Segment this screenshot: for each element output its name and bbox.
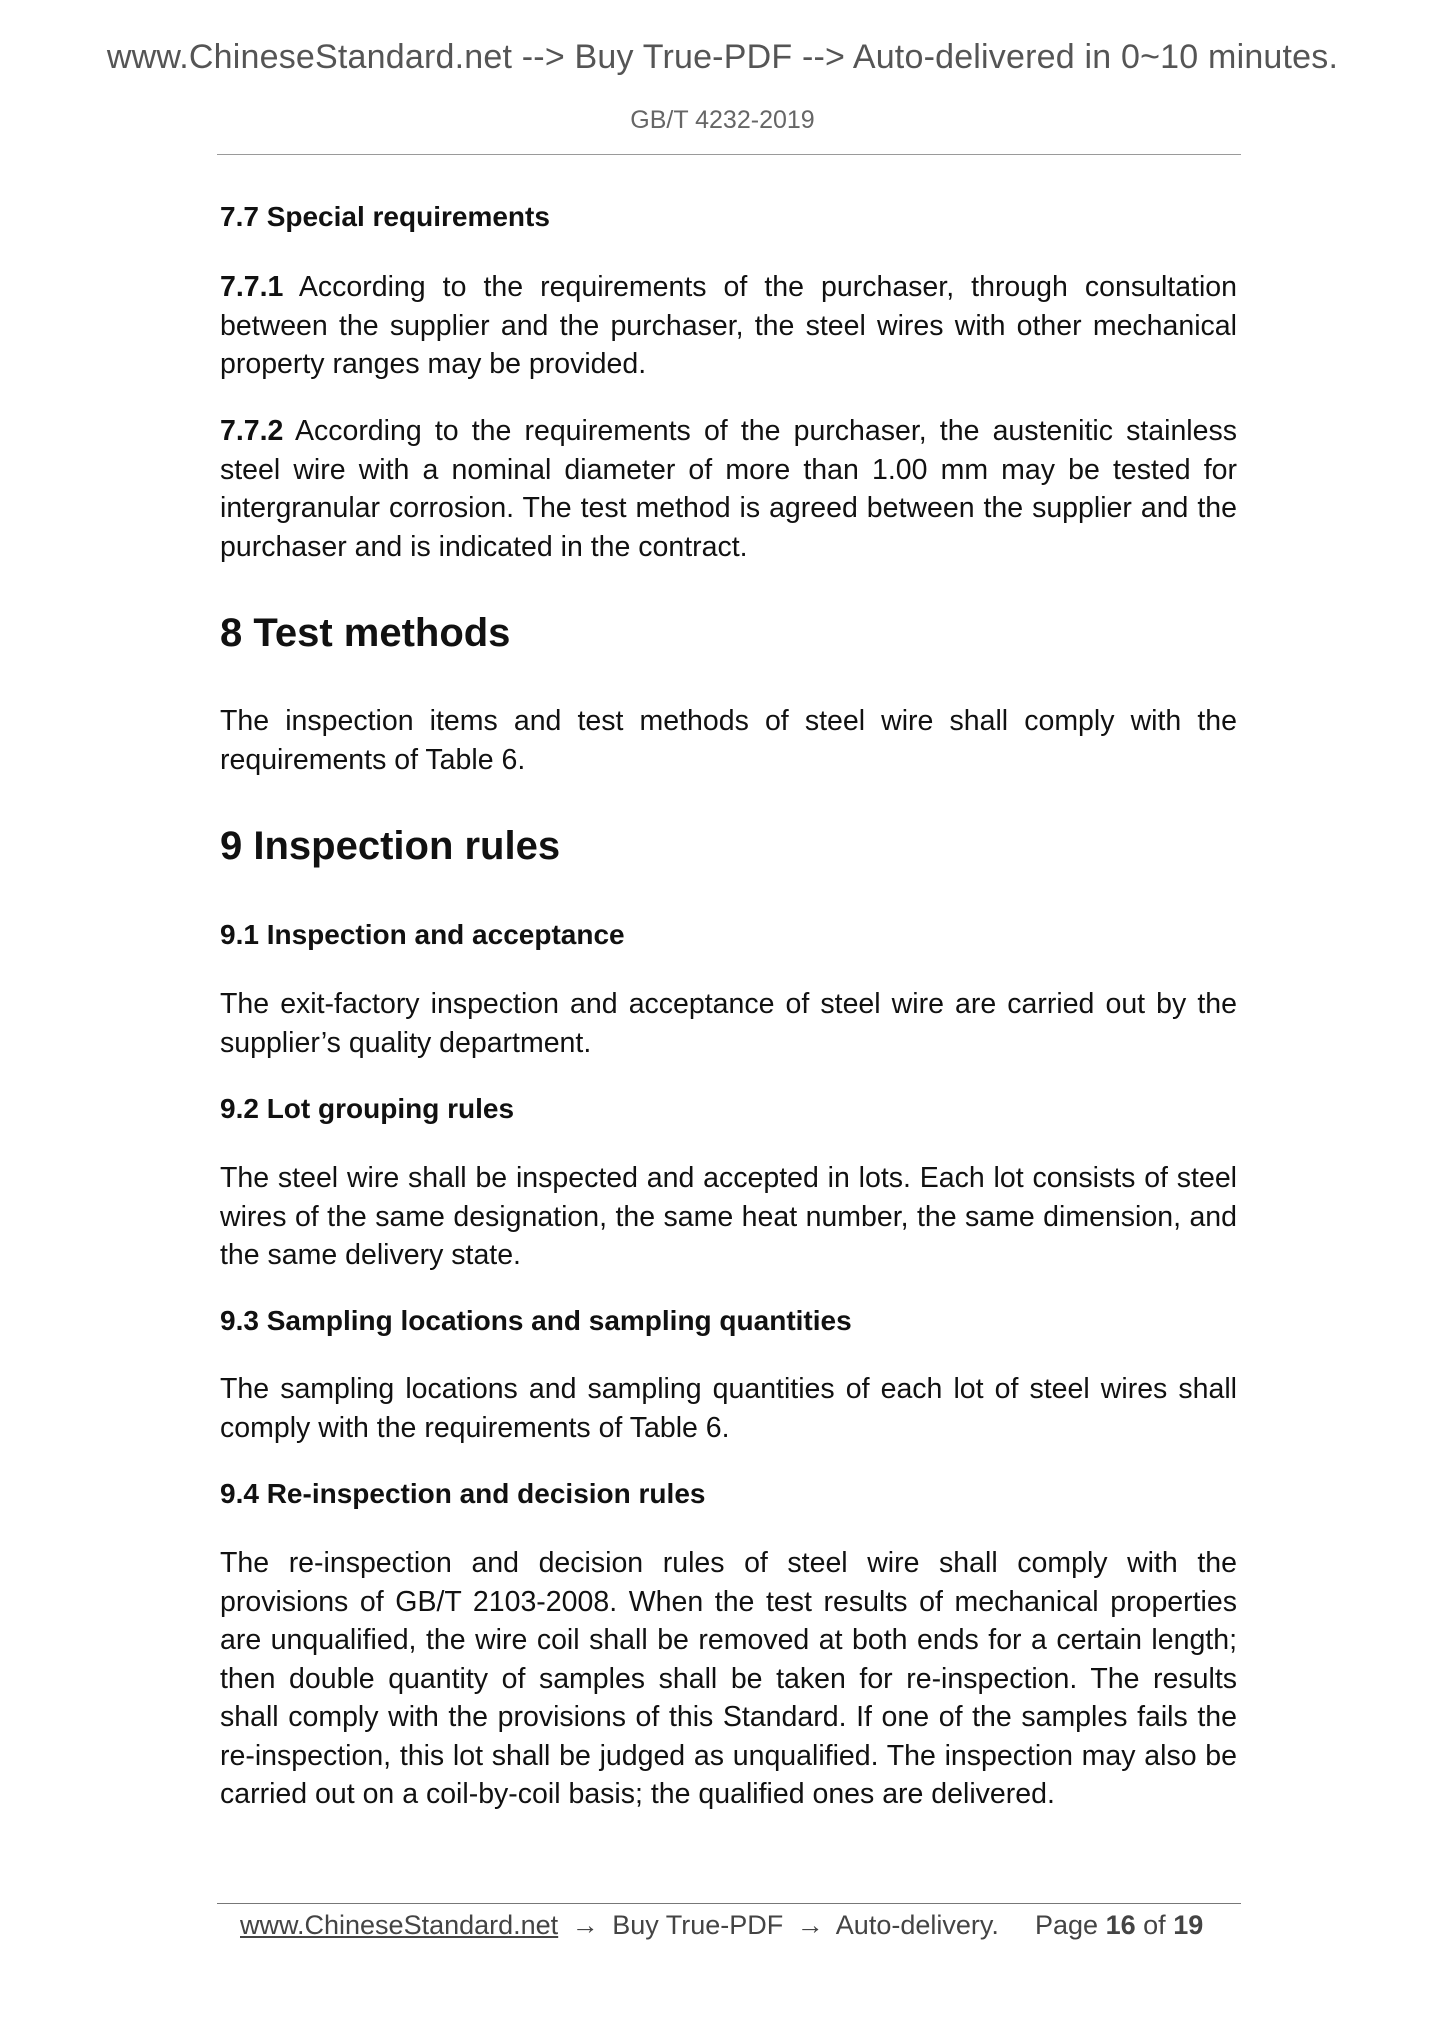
page-of-label: of [1143, 1910, 1166, 1940]
section-8-paragraph [220, 702, 1237, 779]
footer-delivery-text: Auto-delivery. [835, 1910, 999, 1940]
section-7-7-heading [220, 198, 1237, 236]
clause-number: 7.7.1 [220, 271, 284, 303]
footer-buy-text: Buy True-PDF [612, 1910, 784, 1940]
clause-number: 7.7.2 [220, 415, 284, 447]
page-footer [240, 1905, 1230, 1945]
section-9-2-paragraph [220, 1159, 1237, 1275]
section-9-3-text: The sampling locations and sampling quantities of each lot of steel wires shall comply with the requirements of Table 6. [220, 1373, 1237, 1444]
heading-9-4: 9.4 Re-inspection and decision rules [220, 1478, 706, 1509]
clause-body: According to the requirements of the purchaser, through consultation between the supplier and the purchaser, the steel wires with other mechanical property ranges may be provided. [220, 271, 1237, 380]
heading-8: 8 Test methods [220, 611, 511, 655]
section-9-1-text: The exit-factory inspection and acceptance of steel wire are carried out by the supplier’s quality department. [220, 988, 1237, 1059]
site-banner: www.ChineseStandard.net --> Buy True-PDF --> Auto-delivered in 0~10 minutes. [106, 38, 1339, 76]
page-current: 16 [1105, 1910, 1136, 1940]
clause-7-7-2 [220, 412, 1237, 566]
section-9-3-heading [220, 1302, 1237, 1340]
section-9-2-heading [220, 1090, 1237, 1128]
footer-site-link[interactable]: www.ChineseStandard.net [240, 1910, 559, 1940]
heading-9-1: 9.1 Inspection and acceptance [220, 919, 625, 950]
clause-7-7-1 [220, 268, 1237, 384]
section-9-heading [220, 822, 1237, 870]
footer-divider [217, 1903, 1241, 1904]
arrow-right-icon: → [796, 1910, 824, 1940]
section-9-4-paragraph [220, 1544, 1237, 1814]
document-code: GB/T 4232-2019 [630, 106, 815, 134]
section-9-4-text: The re-inspection and decision rules of steel wire shall comply with the provisions of GB/T 2103-2008. When the test results of mechanical properties are unqualified, the wire coil shall be removed at both ends for a certain length; then double quantity of samples shall be taken for re-inspection. The results shall comply with the provisions of this Standard. If one of the samples fails the re-inspection, this lot shall be judged as unqualified. The inspection may also be carried out on a coil-by-coil basis; the qualified ones are delivered. [220, 1547, 1237, 1810]
section-9-1-heading [220, 916, 1237, 954]
heading-9-3: 9.3 Sampling locations and sampling quantities [220, 1305, 852, 1336]
page-label: Page [1035, 1910, 1099, 1940]
heading-7-7: 7.7 Special requirements [220, 201, 550, 232]
heading-9-2: 9.2 Lot grouping rules [220, 1093, 515, 1124]
page-total: 19 [1173, 1910, 1204, 1940]
clause-7-7-2-text [220, 412, 1237, 566]
clause-7-7-1-text [220, 268, 1237, 384]
header-divider [217, 154, 1241, 155]
section-9-2-text: The steel wire shall be inspected and accepted in lots. Each lot consists of steel wires of the same designation, the same heat number, the same dimension, and the same delivery state. [220, 1162, 1237, 1271]
heading-9: 9 Inspection rules [220, 824, 561, 868]
section-8-text: The inspection items and test methods of steel wire shall comply with the requirements of Table 6. [220, 705, 1237, 776]
section-9-3-paragraph [220, 1370, 1237, 1447]
arrow-right-icon: → [571, 1910, 599, 1940]
page-number [1035, 1905, 1203, 1945]
section-8-heading [220, 609, 1237, 657]
section-9-4-heading [220, 1475, 1237, 1513]
clause-body: According to the requirements of the purchaser, the austenitic stainless steel wire with a nominal diameter of more than 1.00 mm may be tested for intergranular corrosion. The test method is agreed between the supplier and the purchaser and is indicated in the contract. [220, 415, 1237, 563]
section-9-1-paragraph [220, 985, 1237, 1062]
